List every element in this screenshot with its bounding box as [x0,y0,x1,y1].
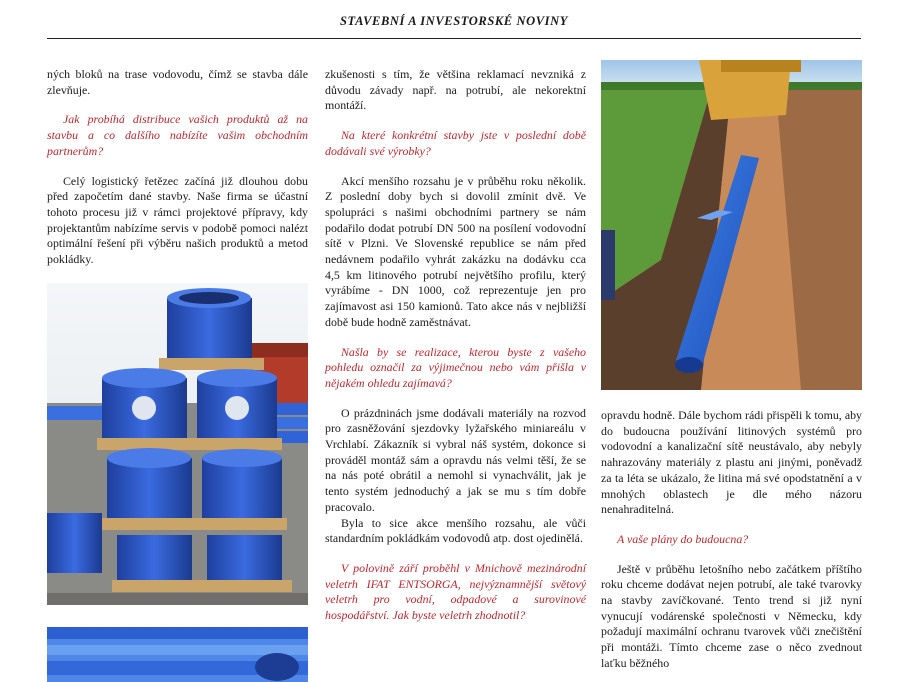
interview-question: Jak probíhá distribuce vašich produktů až na stavbu a co dalšího nabízíte vašim obchodním partnerům? [47,112,308,158]
interview-question: V polovině září proběhl v Mnichově mezinárodní veletrh IFAT ENTSORGA, nejvýznamnější světový veletrh pro vodní, odpadové a surovinové hospodářství. Jak byste veletrh zhodnotil? [325,560,586,623]
paragraph: zkušenosti s tím, že většina reklamací nevzniká z důvodu závady např. na potrubí, ale nekorektní montáží. [325,67,586,113]
paragraph: Byla to sice akce menšího rozsahu, ale vůči standardním pokládkám vodovodů atp. dost ojedinělá. [325,515,586,546]
paragraph: O prázdninách jsme dodávali materiály na rozvod pro zasněžování sjezdovky lyžařského miniareálu v Vrchlabí. Zákazník si vybral náš systém, dokonce si prováděl montáž sám a opravdu nás velmi těší, že se na nás poté obrátil a nemohl si vynachválit, jak je tento systém jednoduchý a jak se mu s tím dobře pracovalo. [325,405,586,514]
fittings-photo [47,283,308,605]
interview-question: Našla by se realizace, kterou byste z vašeho pohledu označil za výjimečnou nebo vám přišla v nějakém ohledu zajímavá? [325,344,586,390]
column-2 [325,67,586,638]
column-3 [601,408,862,672]
paragraph: opravdu hodně. Dále bychom rádi přispěli k tomu, aby do budoucna používání litinových systémů pro vodovodní a kanalizační sítě neustávalo, aby nebyly nahrazovány materiály z plastu ani jinými, poněvadž za ta léta se ukázalo, že litina má své opodstatnění a v mnohých oblastech je dle mého názoru nenahraditelná. [601,408,862,517]
paragraph: Celý logistický řetězec začíná již dlouhou dobu před započetím dané stavby. Naše firma se účastní tohoto procesu již v rámci projektové přípravy, kdy projektantům nabízíme servis v podobě pomoci nalézt optimální řešení při výběru našich produktů a metod pokládky. [47,173,308,267]
interview-question: A vaše plány do budoucna? [617,531,749,546]
paragraph: Akcí menšího rozsahu je v průběhu roku několik. Z poslední doby bych si dovolil zmínit dvě. Ve spolupráci s našimi obchodními partnery se nám podařilo dodat potrubí DN 500 na posílení vodovodní sítě v Plzni. Ve Slovenské republice se nám před nedávnem podařilo vyhrát zakázku na dodávku cca 4,5 km litinového potrubí největšího profilu, který vyrábíme - DN 1000, což reprezentuje jen pro zajímavost asi 150 kamionů. Tato akce nás v nejbližší době bude hodně zaměstnávat. [325,173,586,329]
pipes-photo [47,627,308,682]
column-1 [47,67,308,268]
trench-photo [601,60,862,390]
interview-question: Na které konkrétní stavby jste v poslední době dodávali své výrobky? [325,128,586,158]
paragraph: ných bloků na trase vodovodu, čímž se stavba dále zlevňuje. [47,67,308,97]
header-rule [47,38,861,39]
publication-header: STAVEBNÍ A INVESTORSKÉ NOVINY [339,14,568,28]
paragraph: Ještě v průběhu letošního nebo začátkem příštího roku chceme dodávat nejen potrubí, ale také tvarovky na stavby zavíčkované. Tento trend si již nyní vynucují vodárenské společnosti v Německu, kdy požadují maximální ochranu tvarovek vůči znečištění při montáži. Tímto chceme zase o něco zvednout laťku běžného [601,561,862,670]
